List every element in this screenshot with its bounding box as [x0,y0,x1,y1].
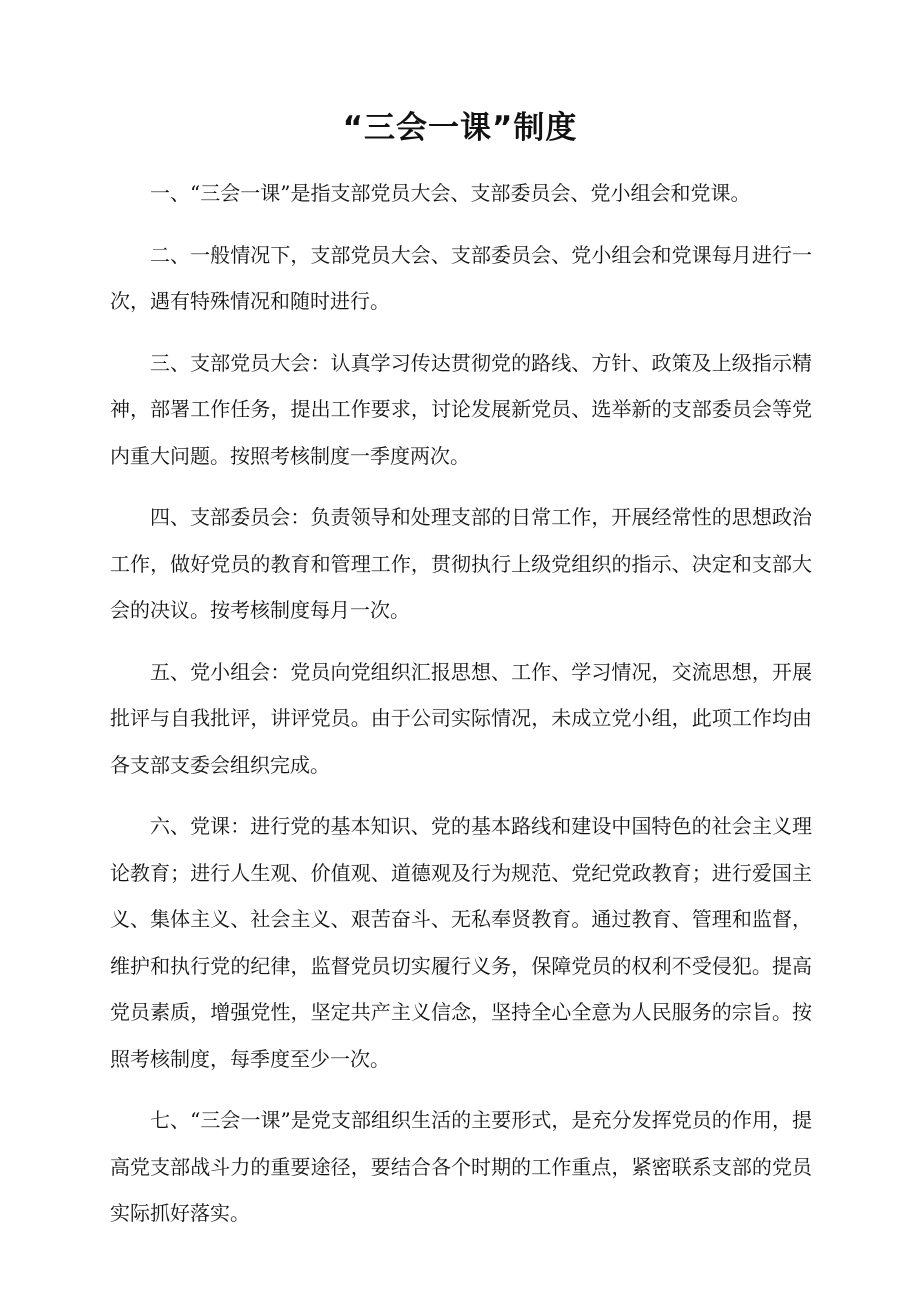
paragraph-4: 四、支部委员会：负责领导和处理支部的日常工作，开展经常性的思想政治工作，做好党员的教育和管理工作，贯彻执行上级党组织的指示、决定和支部大会的决议。按考核制度每月一次。 [110,505,812,622]
document-title: “三会一课”制度 [342,110,578,146]
paragraph-6: 六、党课：进行党的基本知识、党的基本路线和建设中国特色的社会主义理论教育；进行人生观、价值观、道德观及行为规范、党纪党政教育；进行爱国主义、集体主义、社会主义、艰苦奋斗、无私奉贤教育。通过教育、管理和监督，维护和执行党的纪律，监督党员切实履行义务，保障党员的权利不受侵犯。提高党员素质，增强党性，坚定共产主义信念，坚持全心全意为人民服务的宗旨。按照考核制度，每季度至少一次。 [110,814,812,1071]
paragraph-2: 二、一般情况下，支部党员大会、支部委员会、党小组会和党课每月进行一次，遇有特殊情况和随时进行。 [110,242,812,313]
paragraph-5: 五、党小组会：党员向党组织汇报思想、工作、学习情况，交流思想，开展批评与自我批评，讲评党员。由于公司实际情况，未成立党小组，此项工作均由各支部支委会组织完成。 [110,659,812,777]
document-body [110,170,812,1252]
paragraph-3: 三、支部党员大会：认真学习传达贯彻党的路线、方针、政策及上级指示精神，部署工作任务，提出工作要求，讨论发展新党员、选举新的支部委员会等党内重大问题。按照考核制度一季度两次。 [110,350,812,468]
paragraph-7: 七、“三会一课”是党支部组织生活的主要形式，是充分发挥党员的作用，提高党支部战斗力的重要途径，要结合各个时期的工作重点，紧密联系支部的党员实际抓好落实。 [110,1108,812,1225]
paragraph-1: 一、“三会一课”是指支部党员大会、支部委员会、党小组会和党课。 [150,181,751,205]
